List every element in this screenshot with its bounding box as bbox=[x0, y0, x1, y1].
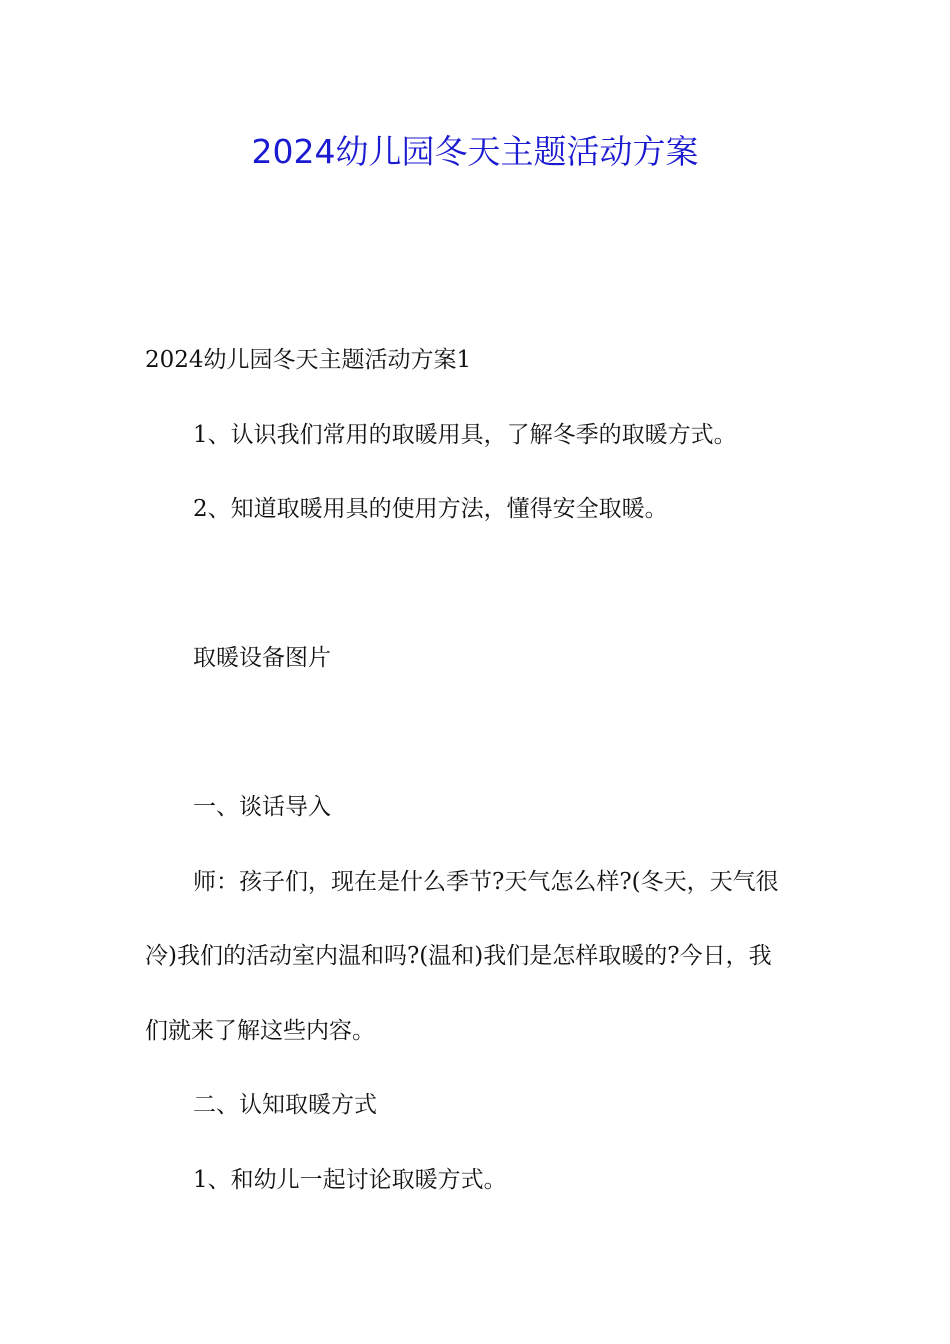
document-title: 2024幼儿园冬天主题活动方案 bbox=[251, 132, 699, 171]
paragraph-line: 冷)我们的活动室内温和吗?(温和)我们是怎样取暖的?今日，我 bbox=[145, 943, 772, 969]
paragraph-line: 师：孩子们，现在是什么季节?天气怎么样?(冬天，天气很 bbox=[193, 869, 779, 895]
section-heading: 二、认知取暖方式 bbox=[193, 1092, 377, 1118]
goal-item: 2、知道取暖用具的使用方法，懂得安全取暖。 bbox=[193, 496, 668, 522]
list-item: 1、和幼儿一起讨论取暖方式。 bbox=[193, 1167, 507, 1193]
materials-text: 取暖设备图片 bbox=[193, 645, 331, 671]
section-subtitle: 2024幼儿园冬天主题活动方案1 bbox=[145, 347, 472, 373]
goal-item: 1、认识我们常用的取暖用具，了解冬季的取暖方式。 bbox=[193, 422, 737, 448]
paragraph-line: 们就来了解这些内容。 bbox=[145, 1018, 375, 1044]
section-heading: 一、谈话导入 bbox=[193, 794, 331, 820]
